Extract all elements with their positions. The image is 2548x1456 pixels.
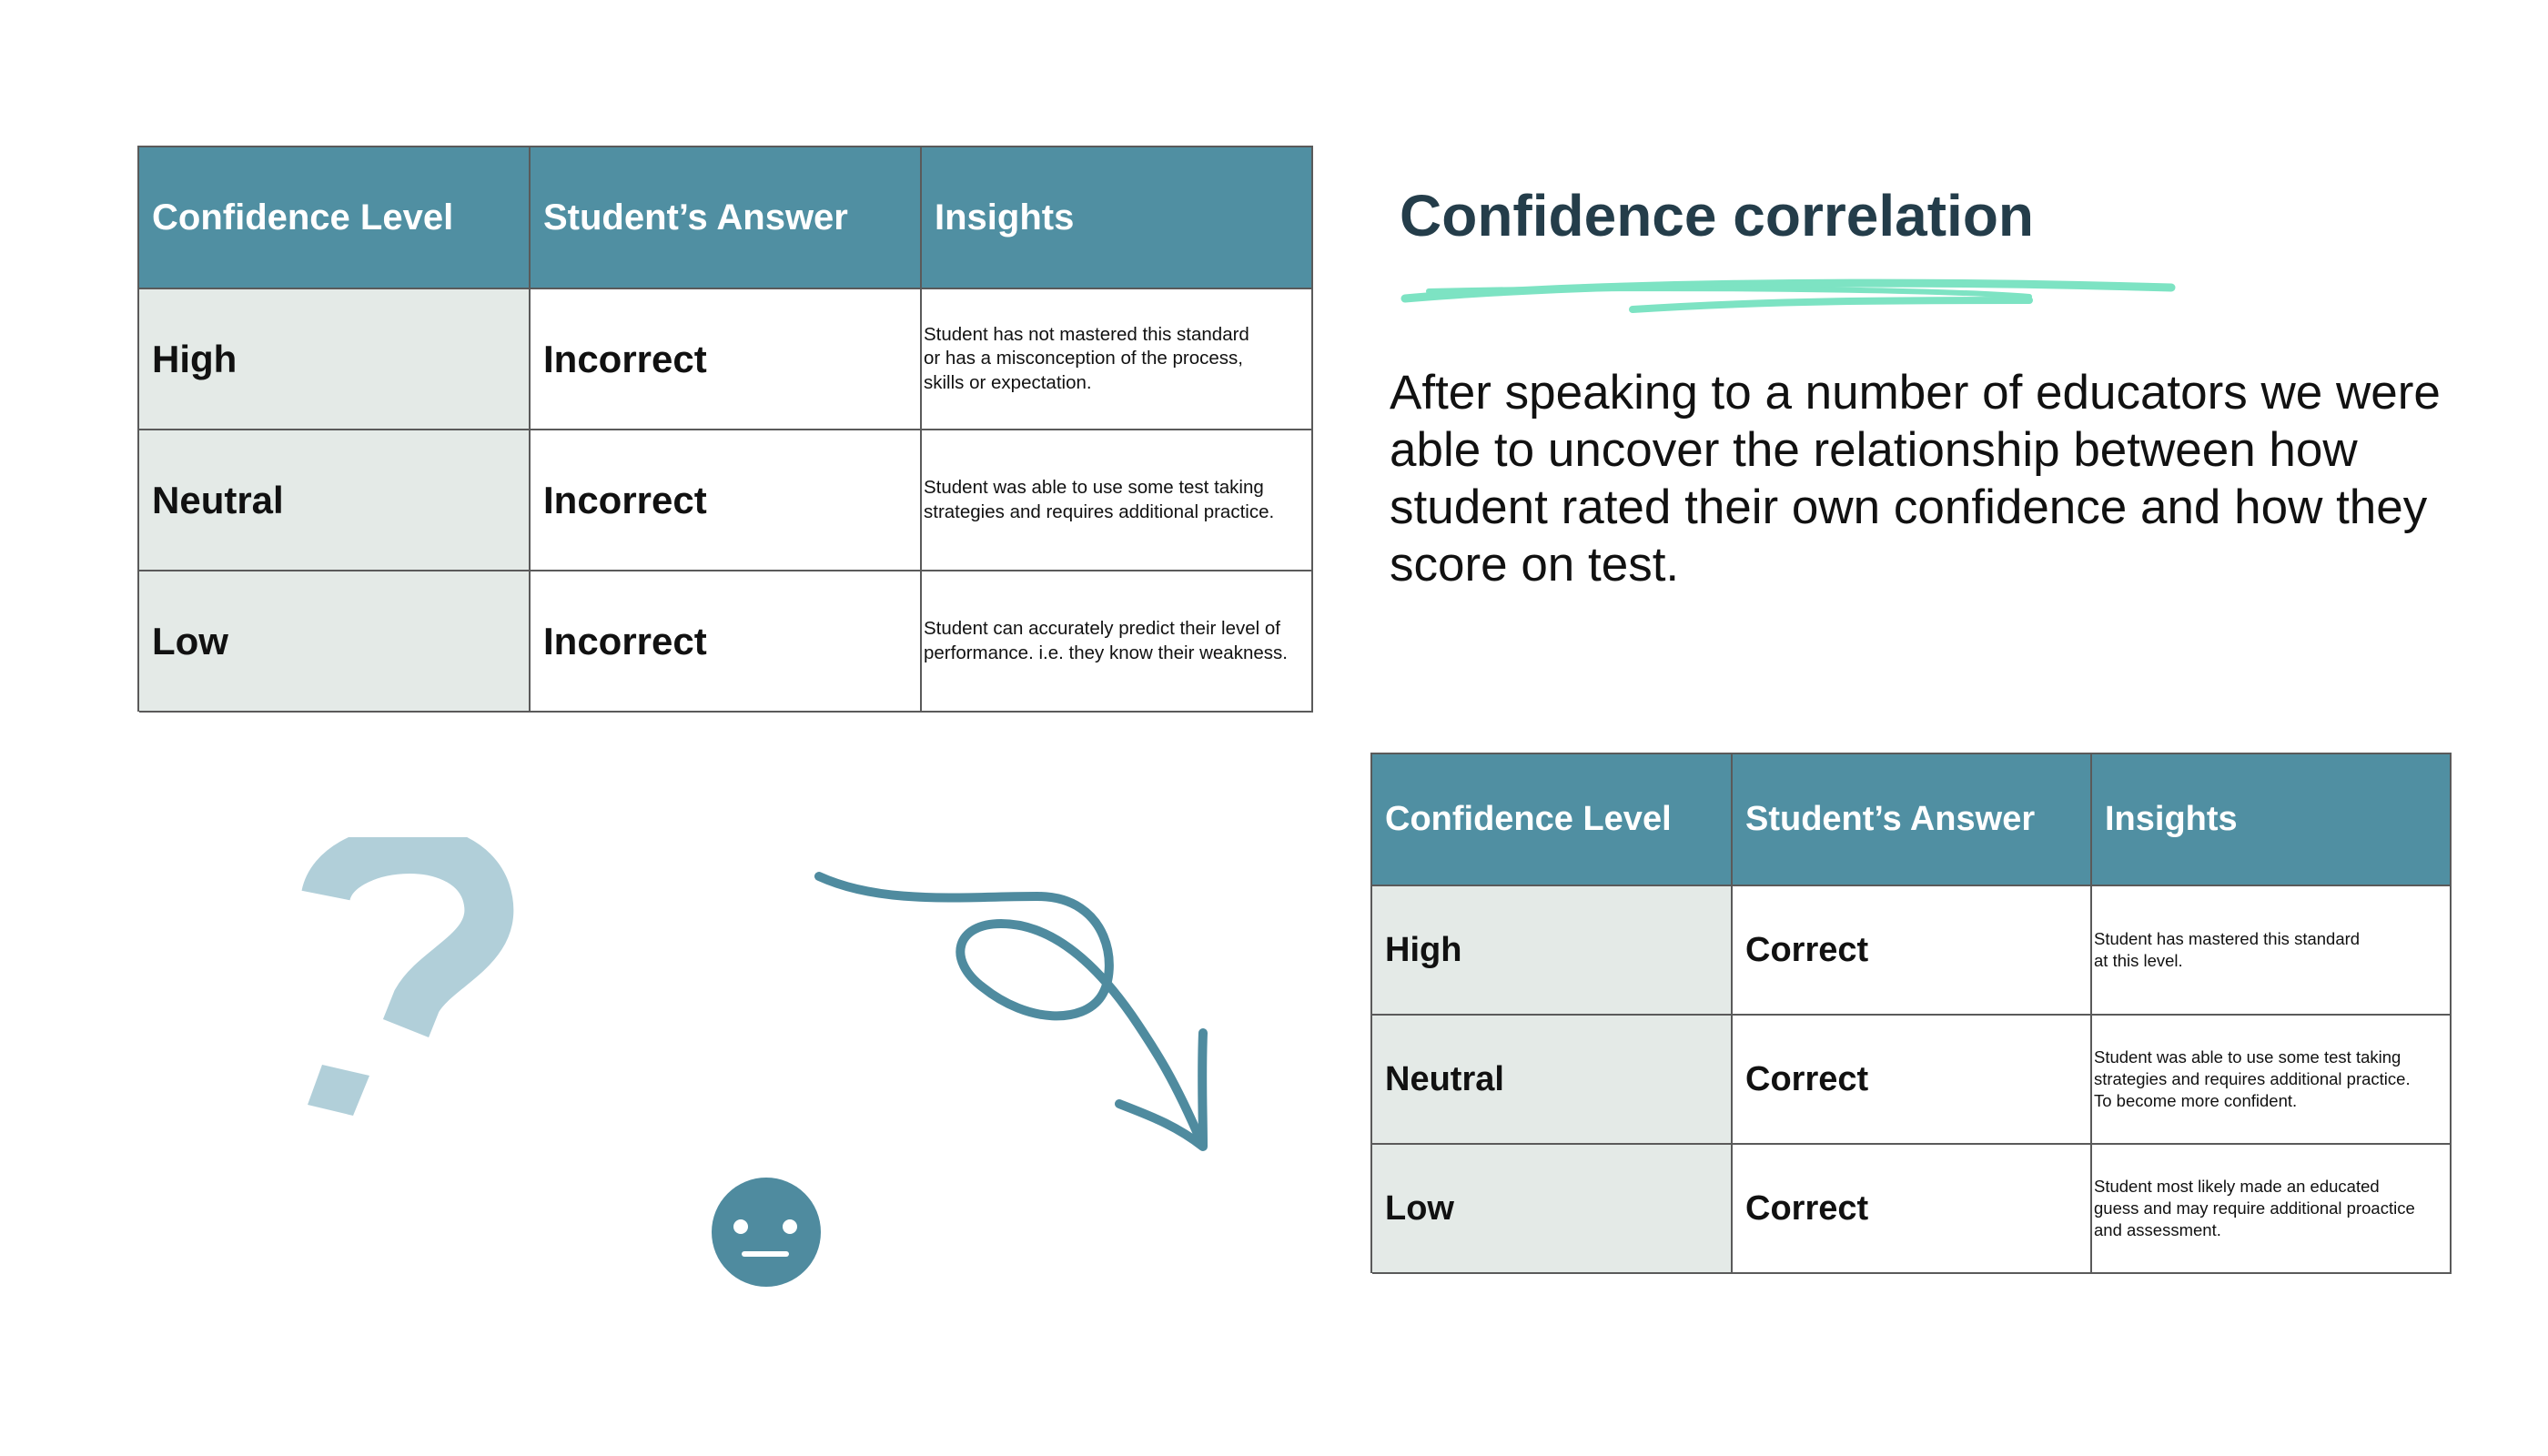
title-underline-decoration [1392,273,2184,318]
insight-line: skills or expectation. [924,371,1092,393]
row-level: Neutral [139,430,531,571]
insight-line: Student most likely made an educated [2094,1176,2380,1196]
row-insight [2092,1145,2452,1274]
insight-line: Student has not mastered this standard [924,323,1249,345]
row-answer: Incorrect [531,289,922,430]
insight-line: strategies and requires additional practice. [924,500,1275,522]
confidence-table-correct [1370,753,2452,1273]
header-insights: Insights [922,147,1313,289]
neutral-face-icon [710,1176,823,1289]
row-insight [922,430,1313,571]
intro-paragraph: After speaking to a number of educators we were able to uncover the relationship between how student rated their own confidence and how they score on test. [1390,366,2441,592]
insight-line: or has a misconception of the process, [924,348,1243,369]
section-title: Confidence correlation [1400,183,2034,248]
row-answer: Incorrect [531,571,922,713]
row-level: High [1372,886,1733,1016]
curly-arrow-icon [810,860,1228,1169]
question-mark-icon [300,837,519,1138]
row-level: Neutral [1372,1016,1733,1145]
row-insight [2092,886,2452,1016]
header-students-answer: Student’s Answer [531,147,922,289]
insight-line: Student can accurately predict their level of [924,617,1280,639]
insight-line: at this level. [2094,951,2183,970]
insight-line: Student has mastered this standard [2094,928,2361,948]
row-answer: Correct [1733,1145,2092,1274]
insight-line: guess and may require additional proactice [2094,1198,2415,1218]
row-level: Low [139,571,531,713]
header-insights: Insights [2092,754,2452,886]
row-level: Low [1372,1145,1733,1274]
row-answer: Correct [1733,1016,2092,1145]
header-students-answer: Student’s Answer [1733,754,2092,886]
insight-line: To become more confident. [2094,1091,2298,1111]
row-insight [922,571,1313,713]
header-confidence-level: Confidence Level [139,147,531,289]
row-answer: Incorrect [531,430,922,571]
insight-line: performance. i.e. they know their weakness. [924,642,1288,663]
insight-line: Student was able to use some test taking [924,476,1264,498]
row-level: High [139,289,531,430]
confidence-table-incorrect [137,146,1313,712]
insight-line: Student was able to use some test taking [2094,1046,2401,1067]
header-confidence-level: Confidence Level [1372,754,1733,886]
row-answer: Correct [1733,886,2092,1016]
insight-line: strategies and requires additional practice. [2094,1068,2411,1088]
row-insight [922,289,1313,430]
insight-line: and assessment. [2094,1220,2221,1240]
row-insight [2092,1016,2452,1145]
